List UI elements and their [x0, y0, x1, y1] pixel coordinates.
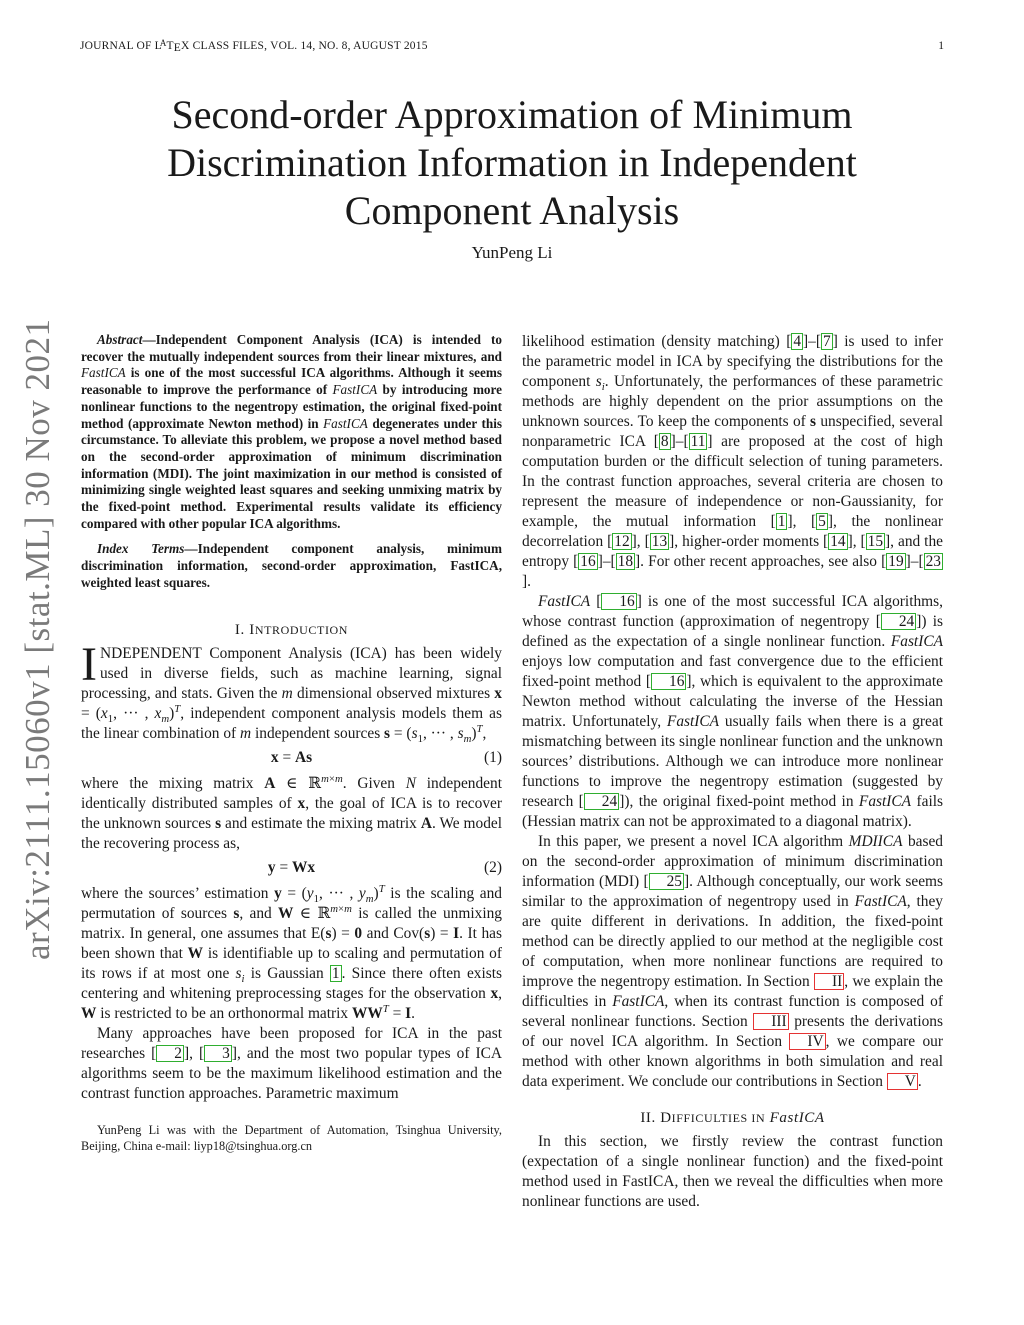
citation-link[interactable]: 13: [651, 533, 668, 550]
footnote: YunPeng Li was with the Department of Automation, Tsinghua University, Beijing, China e-mail: liyp18@tsinghua.org.cn: [81, 1122, 502, 1153]
citation-link[interactable]: 24: [881, 613, 916, 630]
citation-link[interactable]: 15: [867, 533, 884, 550]
citation-link[interactable]: 19: [888, 553, 904, 570]
title-line: Component Analysis: [344, 188, 680, 233]
section-link[interactable]: IV: [789, 1033, 825, 1050]
citation-link[interactable]: 8: [660, 433, 669, 450]
section-link[interactable]: V: [887, 1073, 918, 1090]
intro-paragraph: where the mixing matrix A ∈ ℝ$^{m\times m}$. Given N independent identically distributed samples of x, the goal of ICA is to recover the unknown sources s and estimate the mixing matrix A. We model the recovering process as,: [81, 772, 502, 852]
citation-link[interactable]: 24: [584, 793, 619, 810]
intro-paragraph: likelihood estimation (density matching) [ 4 ]–[ 7 ] is used to infer the parametric model in ICA by specifying the distributions for the component $s_i$. Unfortunately, the performances of these parametric methods are highly dependent on the prior assumptions on the unknown sources. To keep the components of s unspecified, several nonparametric ICA [ 8 ]–[ 11 ] are proposed at the cost of high computation burden or the difficult selection of tuning parameters. In the contrast function approaches, several criteria are chosen to represent the measure of independence or non-Gaussianity, for example, the mutual information [ 1 ], [ 5 ], the nonlinear decorrelation [ 12 ], [ 13 ], higher-order moments [ 14 ], [ 15 ], and the entropy [ 16 ]–[ 18 ]. For other recent approaches, see also [ 19 ]–[ 23].: [522, 333, 944, 590]
section-heading-difficulties: II. DIFFICULTIES IN FastICA: [640, 1110, 825, 1126]
citation-link[interactable]: 25: [649, 873, 684, 890]
abstract: Abstract—Independent Component Analysis (ICA) is intended to recover the mutually independent sources from their linear mixtures, and FastICA is one of the most successful ICA algorithms. Although it seems reasonable to improve the performance of FastICA by introducing more nonlinear functions to the negentropy estimation, the original fixed-point method (approximate Newton method) in FastICA degenerates under this circumstance. To alleviate this problem, we propose a novel method based on the second-order approximation of minimum discrimination information (MDI). The joint maximization in our method is consisted of minimizing single weighted least squares and seeking unmixing matrix by the fixed-point method. Experimental results validate its efficiency compared with other popular ICA algorithms.: [81, 332, 502, 531]
citation-link[interactable]: 12: [614, 533, 630, 550]
citation-link[interactable]: 2: [156, 1045, 184, 1062]
citation-link[interactable]: 1: [777, 513, 786, 530]
citation-link[interactable]: 18: [617, 553, 634, 570]
intro-paragraph: In this paper, we present a novel ICA algorithm MDIICA based on the second-order approximation of minimum discrimination information (MDI) [ 25 ]. Although conceptually, our work seems similar to the approximation of negentropy used in FastICA, they are quite different in derivations. In addition, the fixed-point method can be directly applied to our method at the negligible cost of computation, when more nonlinear functions are required to improve the negentropy estimation. In Section II , we explain the difficulties in FastICA, when its contrast function is composed of several nonlinear functions. Section III presents the derivations of our novel ICA algorithm. In Section IV , we compare our method with other known algorithms in both simulation and real data experiment. We conclude our contributions in Section V .: [522, 833, 943, 1090]
paper-title: [0, 91, 1024, 235]
equation-expression: x = As: [270, 748, 313, 766]
title-line: Second-order Approximation of Minimum: [171, 92, 853, 137]
left-column: [81, 332, 502, 1154]
index-terms: Index Terms—Independent component analysis, minimum discrimination information, second-order approximation, FastICA, weighted least squares.: [81, 541, 502, 590]
intro-paragraph: where the sources’ estimation $y = (y_1$, ··· , $y_m)^T$ is the scaling and permutation of sources s, and W ∈ ℝ$^{m\times m}$ is called the unmixing matrix. In general, one assumes that E(s) = 0 and Cov(s) = I. It has been shown that W is identifiable up to scaling and permutation of its rows if at most one $s_i$ is Gaussian 1 . Since there often exists centering and whitening preprocessing stages for the observation x, W is restricted to be an orthonormal matrix $WW^T = I$.: [81, 882, 503, 1022]
page-number: 1: [938, 40, 944, 52]
citation-link[interactable]: 7: [822, 333, 831, 350]
arxiv-stamp: arXiv:2111.15060v1 [stat.ML] 30 Nov 2021: [18, 318, 57, 960]
citation-link[interactable]: 16: [580, 553, 596, 570]
citation-link[interactable]: 16: [651, 673, 686, 690]
equation-expression: y = Wx: [267, 858, 316, 876]
section-heading-introduction: I. INTRODUCTION: [234, 621, 349, 638]
citation-link[interactable]: 23: [925, 553, 941, 570]
equation-1: [81, 744, 502, 774]
citation-link[interactable]: 5: [818, 513, 826, 530]
citation-link[interactable]: 3: [204, 1045, 232, 1062]
intro-paragraph: INDEPENDENT Component Analysis (ICA) has been widely used in diverse fields, such as machine learning, signal processing, and stats. Given the m dimensional observed mixtures $x = (x_1$, ··· , $x_m)^T$, independent component analysis models them as the linear combination of m independent sources $s = (s_1$, ··· , $s_m)^T$,: [81, 637, 502, 745]
title-line: Discrimination Information in Independent: [167, 140, 857, 185]
equation-2: [81, 854, 502, 884]
intro-paragraph: FastICA [ 16 ] is one of the most successful ICA algorithms, whose contrast function (approximation of negentropy [ 24 ]) is defined as the expectation of a single nonlinear function. FastICA enjoys low computation and fast convergence due to the efficient fixed-point method [ 16 ], which is equivalent to the approximate Newton method without calculating the inverse of the Hessian matrix. Unfortunately, FastICA usually fails when there is a great mismatching between its single nonlinear function and the unknown sources’ distributions. Although we can introduce more nonlinear functions to improve the negentropy estimation (suggested by research [ 24 ]), the original fixed-point method in FastICA fails (Hessian matrix can not be approximated to a diagonal matrix).: [522, 593, 943, 830]
drop-cap: I: [81, 637, 97, 691]
citation-link[interactable]: 11: [690, 433, 706, 450]
author-name: YunPeng Li: [471, 243, 553, 262]
citation-link[interactable]: 1: [331, 964, 340, 982]
section2-paragraph: In this section, we firstly review the contrast function (expectation of a single nonlinear function) and the fixed-point method used in FastICA, then we reveal the difficulties when more nonlinear functions are used.: [522, 1133, 943, 1210]
section-link[interactable]: II: [814, 973, 844, 990]
equation-number: (2): [484, 858, 502, 876]
running-head: JOURNAL OF $L^ATEX$ CLASS FILES, VOL. 14, NO. 8, AUGUST 2015: [80, 38, 428, 54]
citation-link[interactable]: 4: [793, 333, 802, 350]
citation-link[interactable]: 14: [830, 533, 846, 550]
equation-number: (1): [484, 748, 502, 766]
intro-paragraph: Many approaches have been proposed for ICA in the past researches [ 2 ], [ 3 ], and the most two popular types of ICA algorithms seem to be the maximum likelihood estimation and the contrast function approaches. Parametric maximum: [81, 1024, 502, 1102]
right-column: [522, 332, 943, 1212]
section-link[interactable]: III: [753, 1013, 788, 1030]
citation-link[interactable]: 16: [601, 593, 636, 610]
